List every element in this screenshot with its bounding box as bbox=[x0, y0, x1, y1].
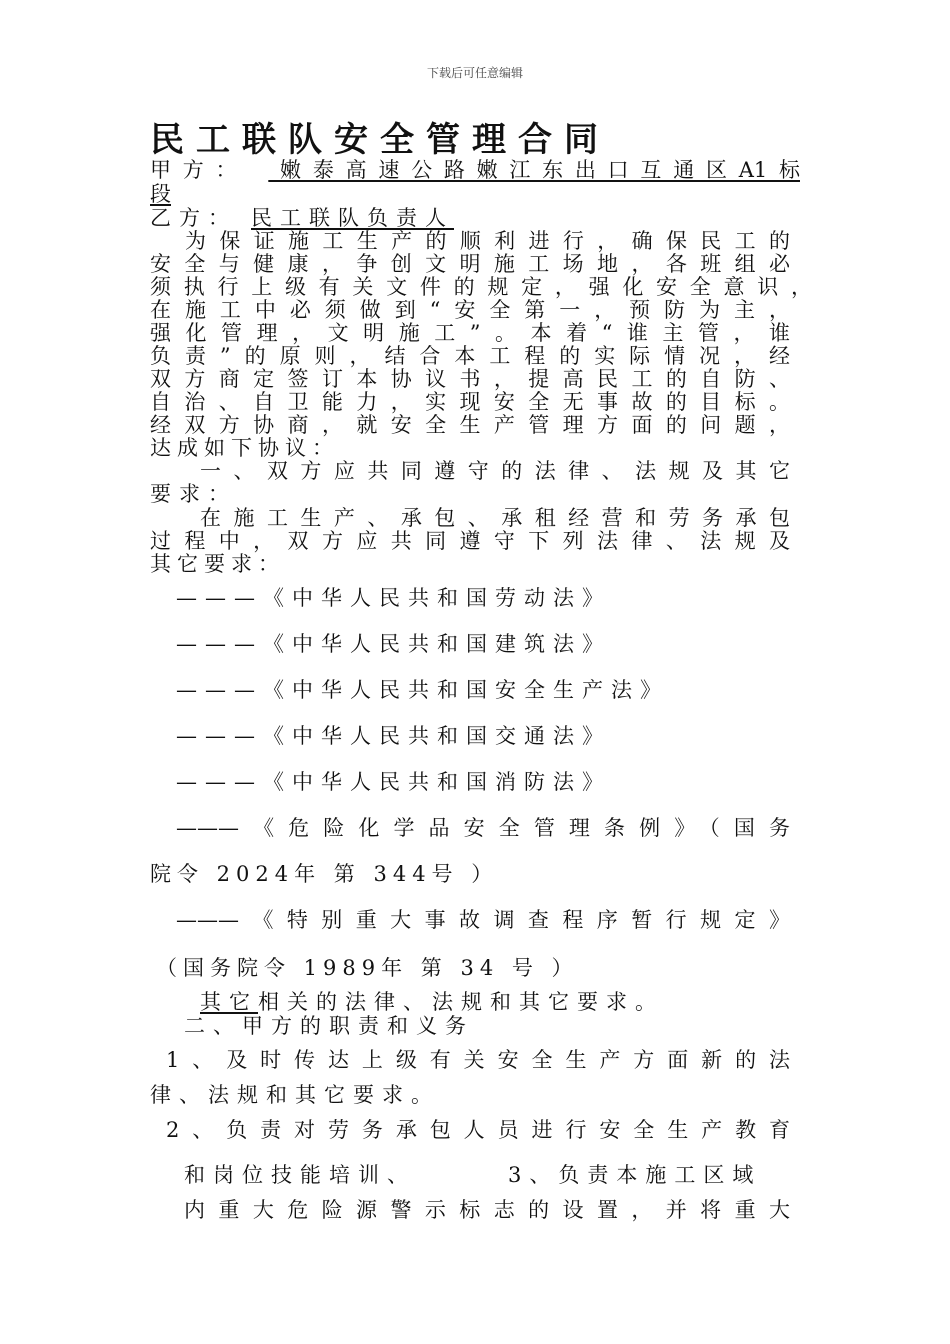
intro-line-2: 安全与健康，争创文明施工场地，各班组必 bbox=[150, 252, 790, 276]
intro-line-1: 为保证施工生产的顺利进行，确保民工的 bbox=[185, 229, 790, 253]
party-a-line bbox=[150, 158, 800, 182]
section2-item2-cont: 和岗位技能培训、 bbox=[184, 1163, 416, 1187]
party-b-line bbox=[150, 206, 800, 230]
party-a-value: 嫩泰高速公路嫩江东出口互通区A1标 bbox=[268, 158, 800, 182]
law-item-traffic: ———《中华人民共和国交通法》 bbox=[176, 724, 611, 748]
party-b-value: 民工联队负责人 bbox=[251, 206, 454, 230]
section1-para-line-1: 在施工生产、承包、承租经营和劳务承包 bbox=[200, 506, 790, 530]
law-item-accident-investigation-cont: （国务院令 1989年 第 34 号 ） bbox=[156, 956, 579, 980]
section1-para-line-3: 其它要求： bbox=[150, 552, 285, 576]
section1-para-line-2: 过程中，双方应共同遵守下列法律、法规及 bbox=[150, 529, 790, 553]
section2-item1-cont: 律、法规和其它要求。 bbox=[150, 1083, 440, 1107]
section2-item3-cont: 内重大危险源警示标志的设置，并将重大 bbox=[184, 1198, 790, 1222]
section2-item1: 1、及时传达上级有关安全生产方面新的法 bbox=[166, 1048, 790, 1072]
party-b-label: 乙方： bbox=[150, 206, 237, 230]
intro-line-7: 双方商定签订本协议书，提高民工的自防、 bbox=[150, 367, 790, 391]
law-item-work-safety: ———《中华人民共和国安全生产法》 bbox=[176, 678, 669, 702]
document-title: 民工联队安全管理合同 bbox=[150, 120, 610, 160]
law-item-chemicals-cont: 院令 2024年 第 344号 ） bbox=[150, 862, 499, 886]
section2-heading: 二、甲方的职责和义务 bbox=[184, 1014, 474, 1038]
law-item-chemicals: ———《危险化学品安全管理条例》（国务 bbox=[176, 816, 790, 840]
law-item-labor: ———《中华人民共和国劳动法》 bbox=[176, 586, 611, 610]
header-note: 下载后可任意编辑 bbox=[426, 66, 523, 80]
intro-line-4: 在施工中必须做到“安全第一，预防为主， bbox=[150, 298, 790, 322]
section1-heading: 一、双方应共同遵守的法律、法规及其它 bbox=[200, 459, 790, 483]
section2-item2: 2、负责对劳务承包人员进行安全生产教育 bbox=[166, 1118, 790, 1142]
intro-line-10: 达成如下协议： bbox=[150, 436, 339, 460]
other-requirements-rest: 相关的法律、法规和其它要求。 bbox=[258, 990, 664, 1014]
intro-line-9: 经双方协商，就安全生产管理方面的问题， bbox=[150, 413, 790, 437]
law-item-accident-investigation: ———《特别重大事故调查程序暂行规定》 bbox=[176, 908, 790, 932]
other-requirements bbox=[176, 990, 826, 1014]
intro-line-5: 强化管理，文明施工”。本着“谁主管，谁 bbox=[150, 321, 790, 345]
section2-item3: 3、负责本施工区域 bbox=[508, 1163, 762, 1187]
party-a-value-cont: 段 bbox=[150, 182, 171, 206]
intro-line-6: 负责”的原则，结合本工程的实际情况，经 bbox=[150, 344, 790, 368]
section2-item2-3-line bbox=[184, 1163, 790, 1187]
intro-line-8: 自治、自卫能力，实现安全无事故的目标。 bbox=[150, 390, 790, 414]
party-a-label: 甲方： bbox=[150, 158, 249, 182]
law-item-construction: ———《中华人民共和国建筑法》 bbox=[176, 632, 611, 656]
other-requirements-prefix: 其它 bbox=[200, 990, 258, 1014]
law-item-fire: ———《中华人民共和国消防法》 bbox=[176, 770, 611, 794]
section1-heading-cont: 要求： bbox=[150, 482, 237, 506]
intro-line-3: 须执行上级有关文件的规定，强化安全意识， bbox=[150, 275, 812, 299]
